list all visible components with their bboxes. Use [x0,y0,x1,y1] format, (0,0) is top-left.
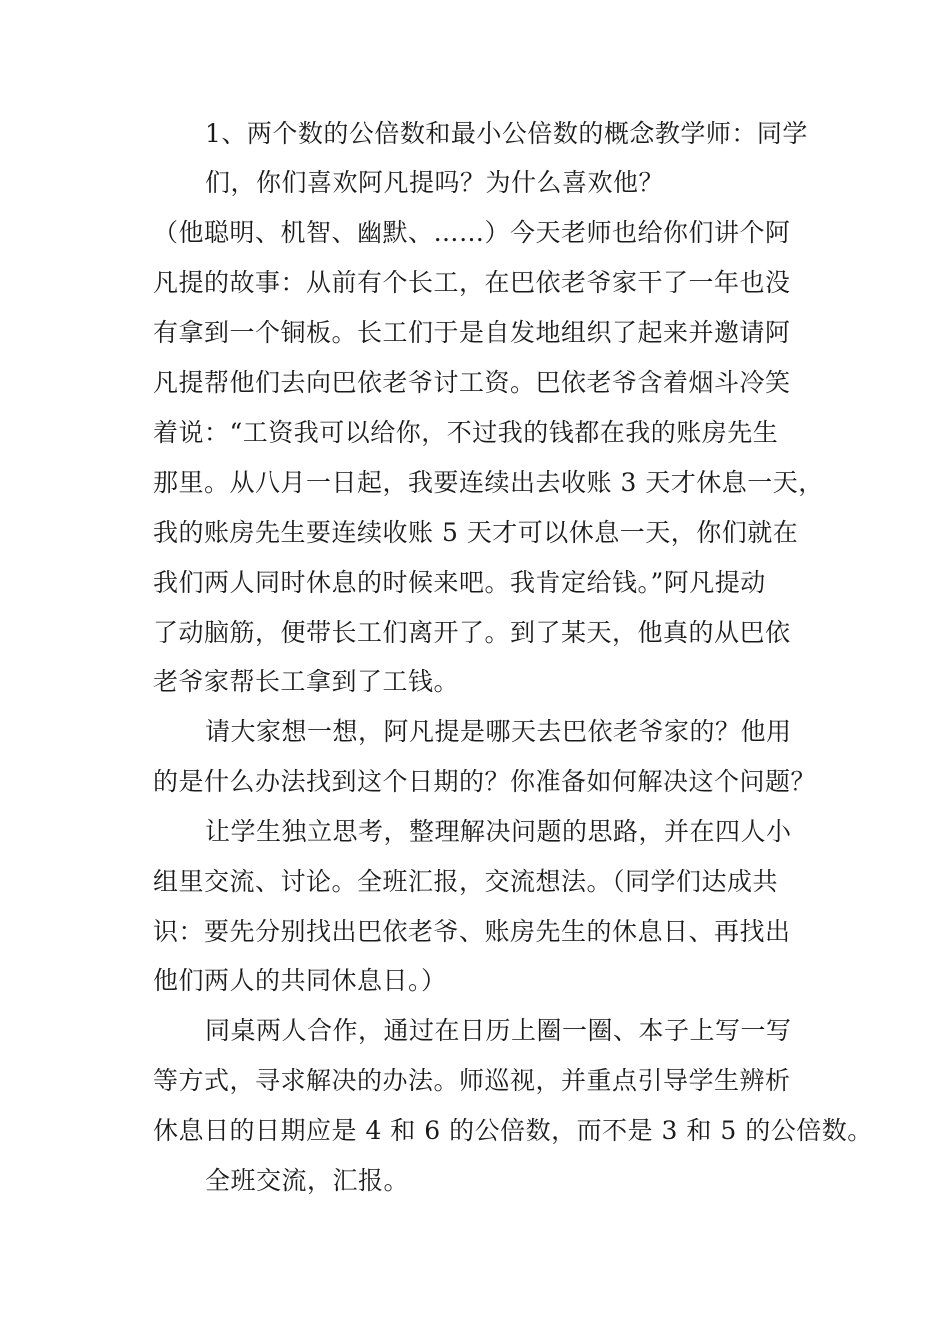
text-line-14: 的是什么办法找到这个日期的？你准备如何解决这个问题？ [153,767,817,796]
text-line-15: 让学生独立思考，整理解决问题的思路，并在四人小 [205,817,792,846]
text-line-22: 全班交流，汇报。 [205,1166,410,1195]
text-line-17: 识：要先分别找出巴依老爷、账房先生的休息日、再找出 [153,917,791,946]
text-line-3: （他聪明、机智、幽默、……）今天老师也给你们讲个阿 [153,218,791,247]
text-line-5: 有拿到一个铜板。长工们于是自发地组织了起来并邀请阿 [153,318,791,347]
text-line-6: 凡提帮他们去向巴依老爷讨工资。巴依老爷含着烟斗冷笑 [153,368,791,397]
text-line-10: 我们两人同时休息的时候来吧。我肯定给钱。”阿凡提动 [153,568,766,597]
text-line-2: 们，你们喜欢阿凡提吗？为什么喜欢他？ [205,168,665,197]
text-line-13: 请大家想一想，阿凡提是哪天去巴依老爷家的？他用 [205,717,792,746]
text-line-20: 等方式，寻求解决的办法。师巡视，并重点引导学生辨析 [153,1066,791,1095]
text-line-12: 老爷家帮长工拿到了工钱。 [153,667,460,696]
text-line-4: 凡提的故事：从前有个长工，在巴依老爷家干了一年也没 [153,268,791,297]
text-line-1: 1、两个数的公倍数和最小公倍数的概念教学师：同学 [205,119,808,148]
text-line-7: 着说：“工资我可以给你，不过我的钱都在我的账房先生 [153,418,779,447]
text-line-8: 那里。从八月一日起，我要连续出去收账 3 天才休息一天， [153,468,824,497]
text-line-21: 休息日的日期应是 4 和 6 的公倍数，而不是 3 和 5 的公倍数。 [153,1116,873,1145]
text-line-11: 了动脑筋，便带长工们离开了。到了某天，他真的从巴依 [153,618,791,647]
text-line-9: 我的账房先生要连续收账 5 天才可以休息一天，你们就在 [153,518,799,547]
text-line-18: 他们两人的共同休息日。） [153,966,447,995]
text-line-19: 同桌两人合作，通过在日历上圈一圈、本子上写一写 [205,1016,792,1045]
text-line-16: 组里交流、讨论。全班汇报，交流想法。（同学们达成共 [153,867,779,896]
